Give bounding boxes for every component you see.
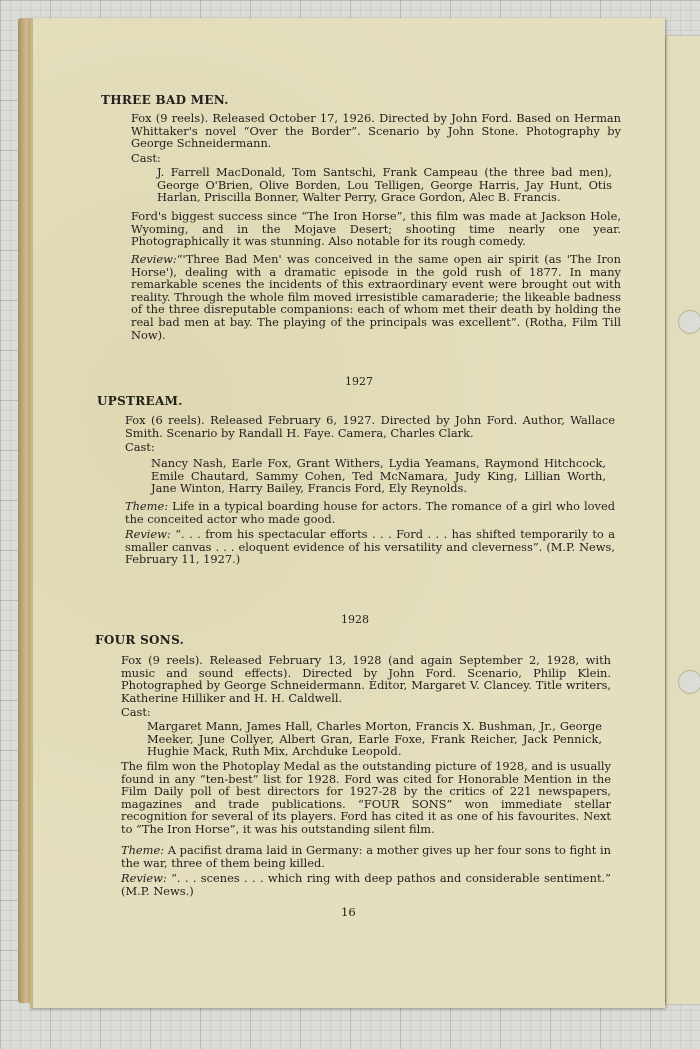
binder-hole-top-right xyxy=(678,310,700,334)
entry-review xyxy=(131,253,621,341)
entry-theme xyxy=(121,844,611,869)
theme-text: Life in a typical boarding house for actors. The romance of a girl who loved the conceited actor who made good. xyxy=(125,499,615,526)
entry-details: Fox (9 reels). Released February 13, 1928 (and again September 2, 1928, with music and sound effects). Directed by John Ford. Scenario, Philip Klein. Photographed by George Schneidermann. Editor, Margaret V. Clancey. Title writers, Katherine Hilliker and H. H. Caldwell. xyxy=(121,653,611,705)
entry-title-upstream: UPSTREAM. xyxy=(97,394,183,408)
review-label: Review: xyxy=(121,871,167,885)
theme-label: Theme: xyxy=(121,843,165,857)
entry-notes: Ford's biggest success since “The Iron Horse”, this film was made at Jackson Hole, Wyoming, and in the Mojave Desert; shooting time nearly one year. Photographically it was stunning. Also notable for its rough comedy. xyxy=(131,209,621,249)
entry-title-three-bad-men: THREE BAD MEN. xyxy=(101,93,229,107)
cast-label: Cast: xyxy=(121,705,151,719)
review-text: “. . . scenes . . . which ring with deep pathos and considerable sentiment.” (M.P. News.) xyxy=(121,871,611,898)
review-label: Review: xyxy=(125,527,171,541)
year-heading-1927: 1927 xyxy=(345,375,373,388)
cast-label: Cast: xyxy=(131,151,161,165)
cast-list: Nancy Nash, Earle Fox, Grant Withers, Lydia Yeamans, Raymond Hitchcock, Emile Chautard, Sammy Cohen, Ted McNamara, Judy King, Lillian Worth, Jane Winton, Harry Bailey, Francis Ford, Ely Reynolds. xyxy=(151,456,606,496)
theme-text: A pacifist drama laid in Germany: a mother gives up her four sons to fight in the war, three of them being killed. xyxy=(121,843,612,870)
cast-list: Margaret Mann, James Hall, Charles Morton, Francis X. Bushman, Jr., George Meeker, June Collyer, Albert Gran, Earle Foxe, Frank Reicher, Jack Pennick, Hughie Mack, Ruth Mix, Archduke Leopold. xyxy=(147,719,602,759)
theme-label: Theme: xyxy=(125,499,169,513)
cast-label: Cast: xyxy=(125,440,155,454)
page-content xyxy=(33,18,665,1008)
book-page xyxy=(30,18,665,1008)
entry-review xyxy=(125,528,615,566)
year-heading-1928: 1928 xyxy=(341,613,369,626)
entry-notes: The film won the Photoplay Medal as the outstanding picture of 1928, and is usually found in any “ten-best” list for 1928. Ford was cited for Honorable Mention in the Film Daily poll of best directors for 1927-28 by the critics of 221 newspapers, magazines and trade publications. “FOUR SONS” won immediate stellar recognition for several of its players. Ford has cited it as one of his favourites. Next to “The Iron Horse”, it was his outstanding silent film. xyxy=(121,759,611,836)
entry-theme xyxy=(125,500,615,525)
review-label: Review: xyxy=(131,252,177,266)
page-number: 16 xyxy=(341,905,356,919)
binder-hole-bottom-right xyxy=(678,670,700,694)
entry-details: Fox (9 reels). Released October 17, 1926. Directed by John Ford. Based on Herman Whittaker's novel “Over the Border”. Scenario by John Stone. Photography by George Schneidermann. xyxy=(131,111,621,151)
facing-page xyxy=(666,36,700,1004)
cast-list: J. Farrell MacDonald, Tom Santschi, Frank Campeau (the three bad men), George O'Brien, Olive Borden, Lou Telligen, George Harris, Jay Hunt, Otis Harlan, Priscilla Bonner, Walter Perry, Grace Gordon, Alec B. Francis. xyxy=(157,165,612,205)
review-text: “. . . from his spectacular efforts . . . Ford . . . has shifted temporarily to a smaller canvas . . . eloquent evidence of his versatility and cleverness”. (M.P. News, February 11, 1927.) xyxy=(125,527,615,567)
review-text: “'Three Bad Men' was conceived in the same open air spirit (as 'The Iron Horse'), dealing with a dramatic episode in the gold rush of 1877. In many remarkable scenes the incidents of this extraordinary event were brought out with reality. Through the whole film moved irresistible camaraderie; the likeable badness of the three disreputable companions: each of whom met their death by holding the real bad men at bay. The playing of the principals was excellent”. (Rotha, Film Till Now). xyxy=(131,252,621,342)
entry-review xyxy=(121,872,611,897)
entry-title-four-sons: FOUR SONS. xyxy=(95,633,185,647)
entry-details: Fox (6 reels). Released February 6, 1927. Directed by John Ford. Author, Wallace Smith. Scenario by Randall H. Faye. Camera, Charles Clark. xyxy=(125,413,615,440)
